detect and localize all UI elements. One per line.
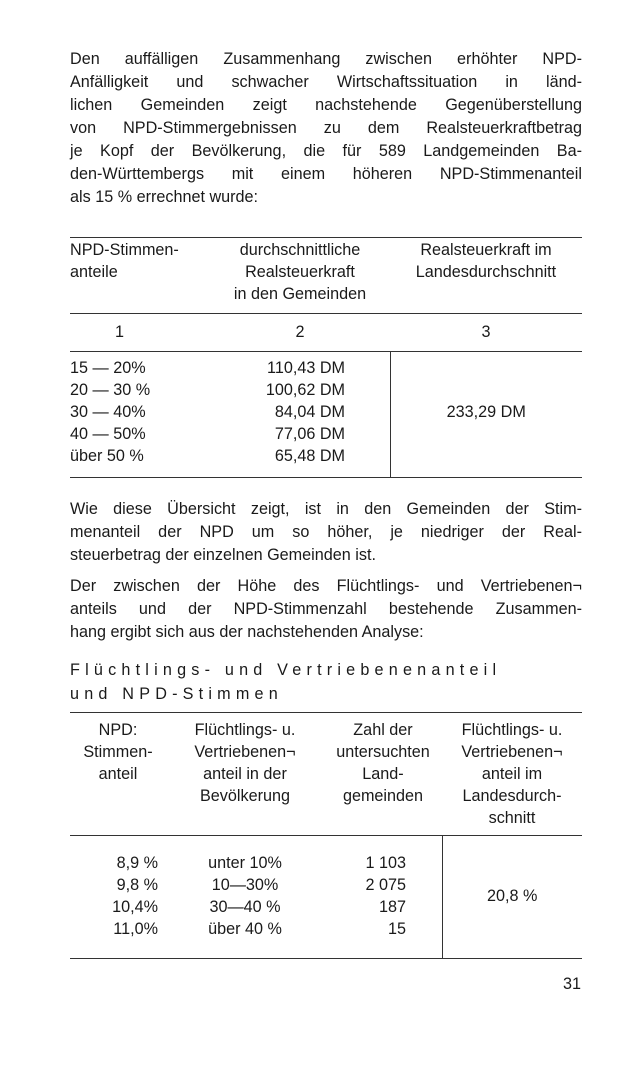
- header-municipality-count: Zahl der untersuchten Land- gemeinden: [324, 713, 442, 836]
- header-state-avg: Realsteuerkraft im Landesdurchschnitt: [415, 241, 557, 281]
- column-number: 1: [70, 314, 210, 352]
- text-line: den-Württembergs mit einem höheren NPD-Stimmenanteil: [70, 165, 582, 183]
- npd-share-column: 8,9 % 9,8 % 10,4% 11,0%: [112, 854, 158, 938]
- page-number: 31: [562, 975, 581, 993]
- text-line: Anfälligkeit und schwacher Wirtschaftssituation in länd-: [70, 73, 582, 91]
- column-number: 2: [210, 314, 390, 352]
- heading-line: Flüchtlings- und Vertriebenenanteil: [70, 661, 502, 679]
- header-avg-tax: durchschnittliche Realsteuerkraft in den Gemeinden: [233, 241, 367, 303]
- table-header-row: [70, 713, 582, 836]
- text-line: anteils und der NPD-Stimmenzahl bestehende Zusammen-: [70, 600, 582, 618]
- municipality-count-column: 1 103 2 075 187 15: [365, 854, 406, 938]
- real-tax-table: [70, 237, 582, 478]
- text-line: von NPD-Stimmergebnissen zu dem Realsteuerkraftbetrag: [70, 119, 582, 137]
- text-line: als 15 % errechnet wurde:: [70, 188, 259, 206]
- refugee-table: [70, 712, 582, 959]
- share-column: 15 — 20% 20 — 30 % 30 — 40% 40 — 50% über 50 %: [70, 359, 151, 465]
- text-line: Wie diese Übersicht zeigt, ist in den Gemeinden der Stim-: [70, 500, 582, 518]
- text-line: je Kopf der Bevölkerung, die für 589 Landgemeinden Ba-: [70, 142, 582, 160]
- header-npd-share: NPD-Stimmen- anteile: [70, 241, 179, 281]
- text-line: Den auffälligen Zusammenhang zwischen erhöhter NPD-: [70, 50, 582, 68]
- state-average-cell: 20,8 %: [442, 836, 582, 959]
- table-body-row: [70, 836, 582, 959]
- column-number: 3: [390, 314, 582, 352]
- header-refugee-share: Flüchtlings- u. Vertriebenen¬ anteil in der Bevölkerung: [166, 713, 324, 836]
- page-content: [70, 48, 582, 959]
- table2-heading: [70, 658, 582, 706]
- summary-paragraph: [70, 498, 582, 567]
- header-state-avg: Flüchtlings- u. Vertriebenen¬ anteil im Landesdurch- schnitt: [442, 713, 582, 836]
- intro-paragraph: [70, 48, 582, 209]
- analysis-paragraph: [70, 575, 582, 644]
- state-average-cell: 233,29 DM: [390, 352, 582, 478]
- header-npd-share: NPD: Stimmen- anteil: [70, 713, 166, 836]
- table-body-row: [70, 352, 582, 478]
- column-number-row: [70, 314, 582, 352]
- value-column: 110,43 DM 100,62 DM 84,04 DM 77,06 DM 65,48 DM: [265, 359, 345, 465]
- text-line: steuerbetrag der einzelnen Gemeinden ist.: [70, 546, 376, 564]
- refugee-share-column: unter 10% 10—30% 30—40 % über 40 %: [208, 854, 282, 938]
- text-line: lichen Gemeinden zeigt nachstehende Gegenüberstellung: [70, 96, 582, 114]
- heading-line: und NPD-Stimmen: [70, 685, 283, 703]
- text-line: Der zwischen der Höhe des Flüchtlings- und Vertriebenen¬: [70, 577, 582, 595]
- text-line: hang ergibt sich aus der nachstehenden Analyse:: [70, 623, 424, 641]
- table-header-row: [70, 238, 582, 314]
- text-line: menanteil der NPD um so höher, je niedriger der Real-: [70, 523, 582, 541]
